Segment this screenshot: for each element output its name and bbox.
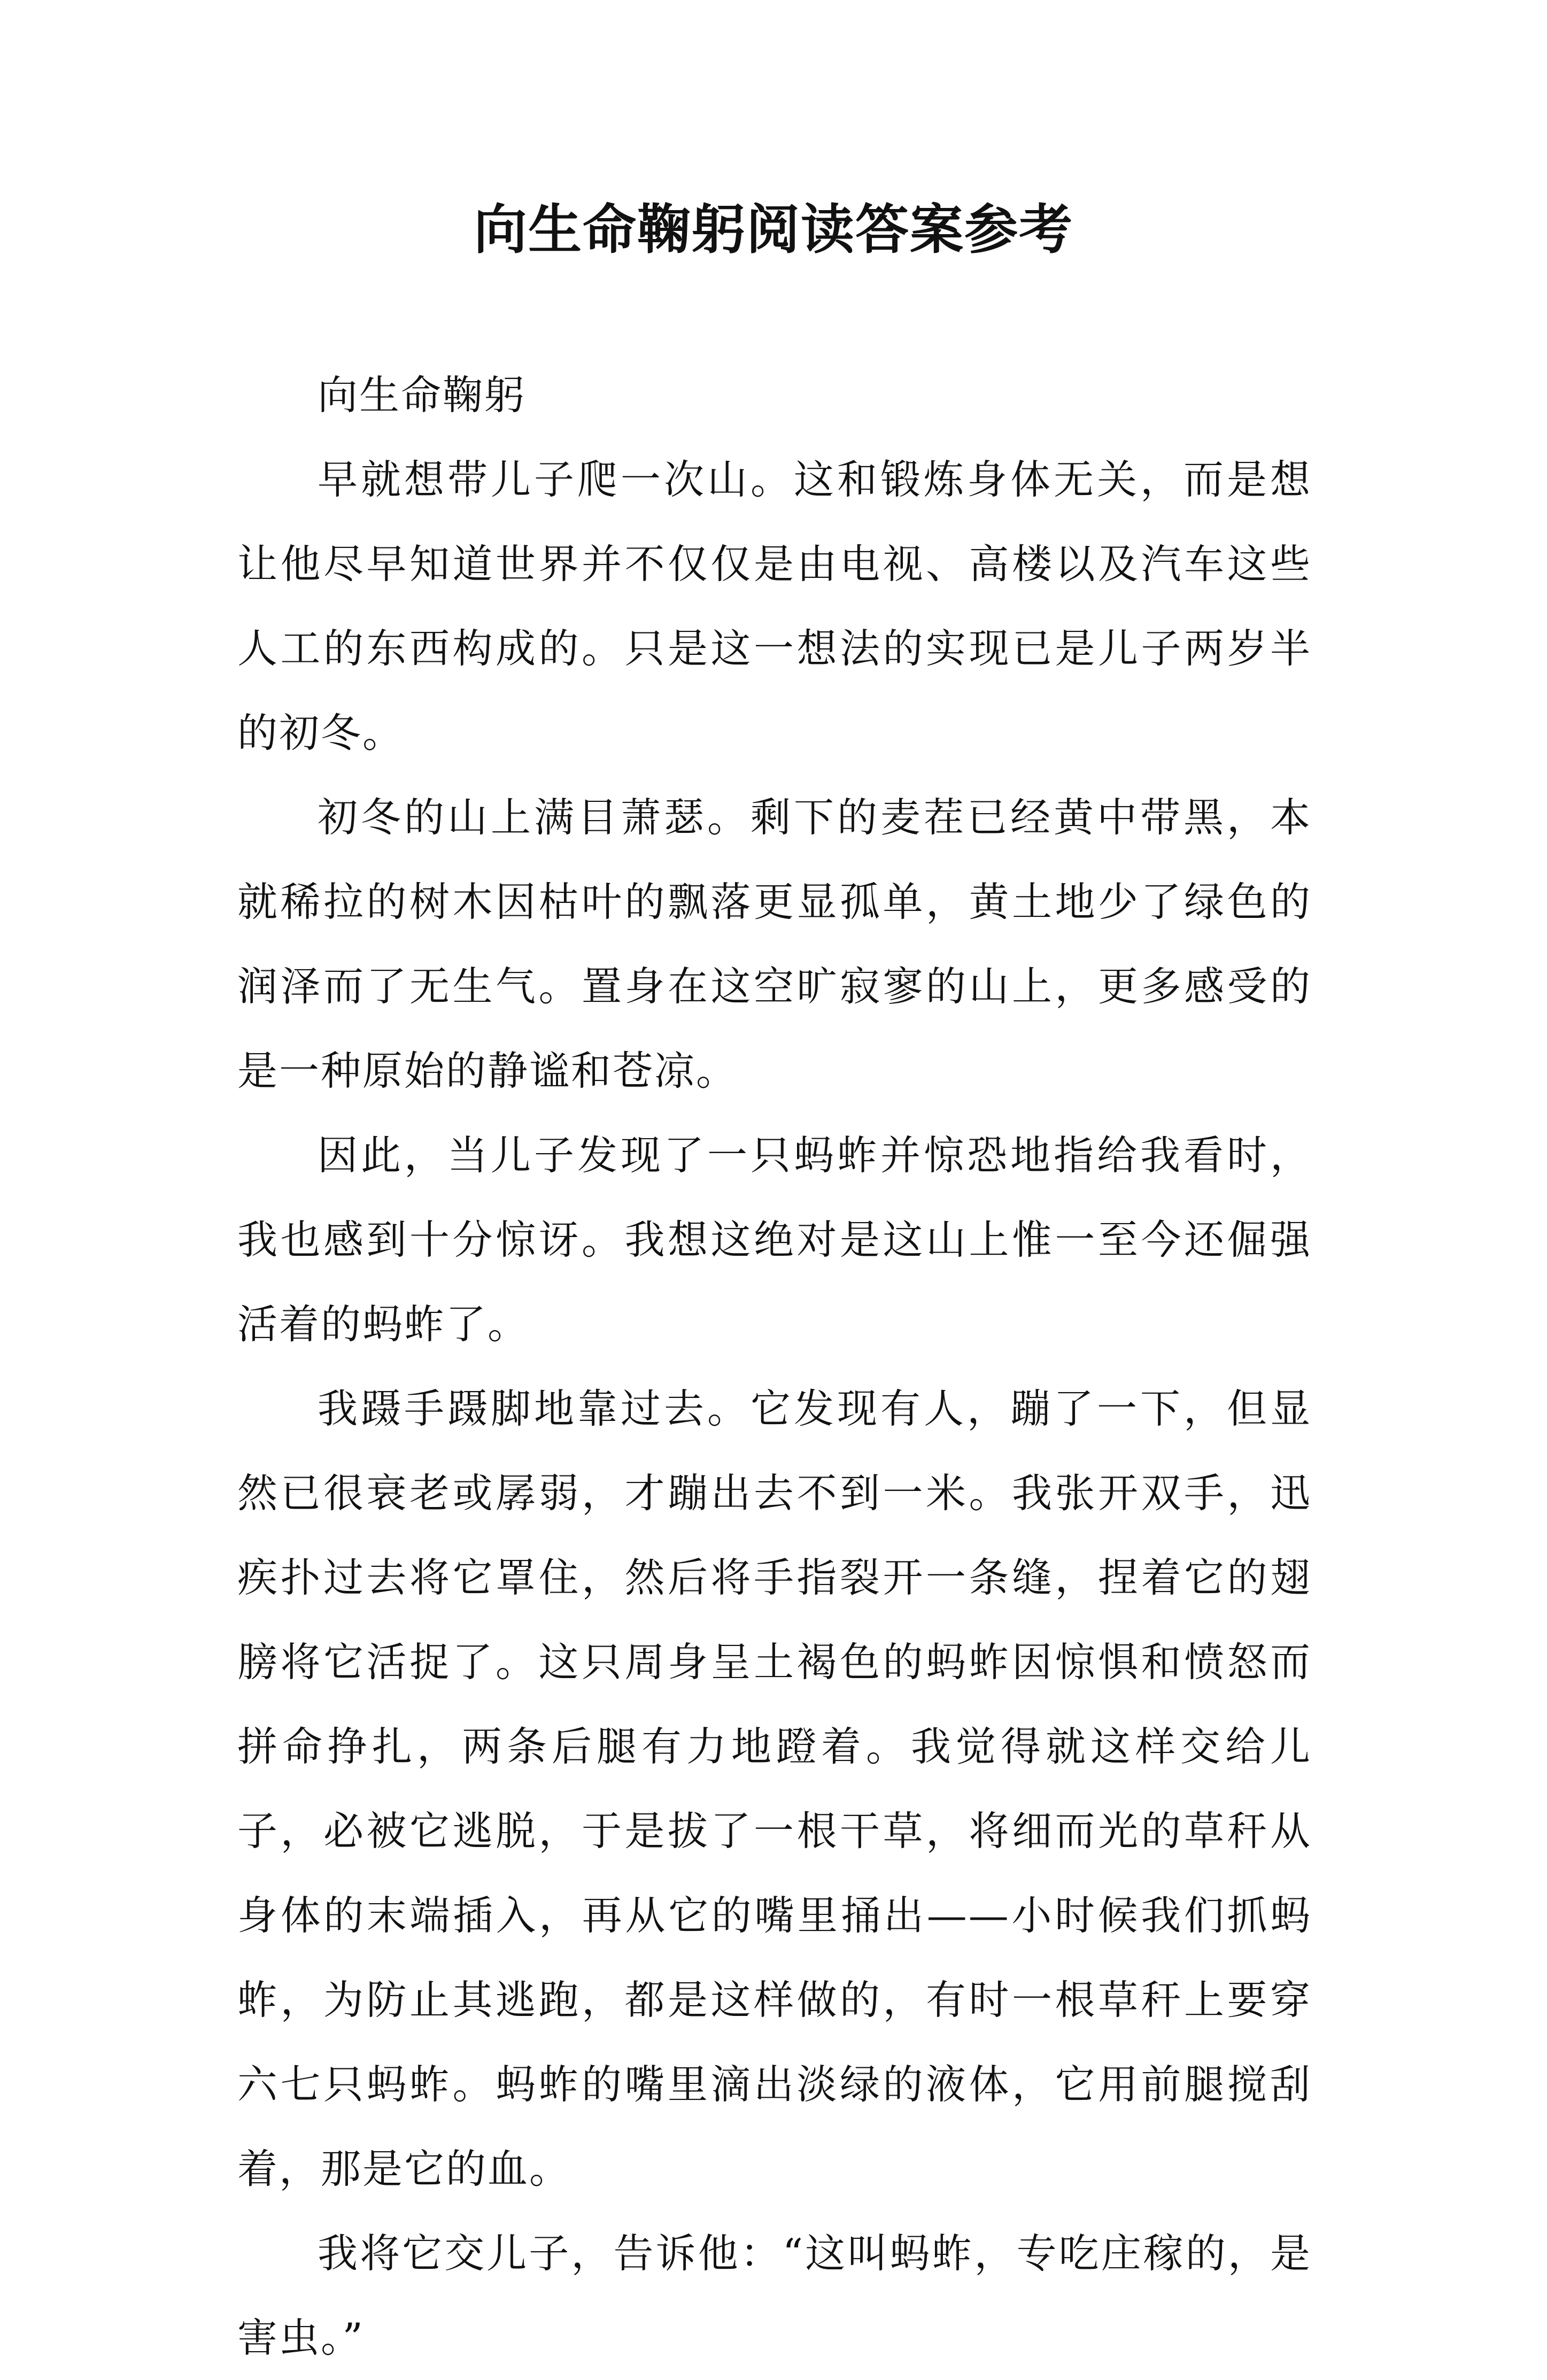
- document-title: 向生命鞠躬阅读答案参考: [474, 198, 1073, 261]
- paragraph-subtitle: 向生命鞠躬: [318, 372, 527, 419]
- paragraph: 我蹑手蹑脚地靠过去。它发现有人，蹦了一下，但显然已很衰老或孱弱，才蹦出去不到一米。我张开双手，迅疾扑过去将它罩住，然后将手指裂开一条缝，捏着它的翅膀将它活捉了。这只周身呈土褐色的蚂蚱因惊惧和愤怒而拼命挣扎，两条后腿有力地蹬着。我觉得就这样交给儿子，必被它逃脱，于是拔了一根干草，将细而光的草秆从身体的末端插入，再从它的嘴里捅出——小时候我们抓蚂蚱，为防止其逃跑，都是这样做的，有时一根草秆上要穿六七只蚂蚱。蚂蚱的嘴里滴出淡绿的液体，它用前腿搅刮着，那是它的血。: [237, 1385, 1312, 2192]
- paragraph: 我将它交儿子，告诉他：“这叫蚂蚱，专吃庄稼的，是害虫。”: [237, 2230, 1312, 2361]
- paragraph: 因此，当儿子发现了一只蚂蚱并惊恐地指给我看时，我也感到十分惊讶。我想这绝对是这山上惟一至今还倔强活着的蚂蚱了。: [237, 1132, 1312, 1348]
- document-body: [237, 353, 1312, 2380]
- paragraph: 早就想带儿子爬一次山。这和锻炼身体无关，而是想让他尽早知道世界并不仅仅是由电视、高楼以及汽车这些人工的东西构成的。只是这一想法的实现已是儿子两岁半的初冬。: [237, 456, 1312, 756]
- paragraph: 初冬的山上满目萧瑟。剩下的麦茬已经黄中带黑，本就稀拉的树木因枯叶的飘落更显孤单，黄土地少了绿色的润泽而了无生气。置身在这空旷寂寥的山上，更多感受的是一种原始的静谧和苍凉。: [237, 794, 1312, 1094]
